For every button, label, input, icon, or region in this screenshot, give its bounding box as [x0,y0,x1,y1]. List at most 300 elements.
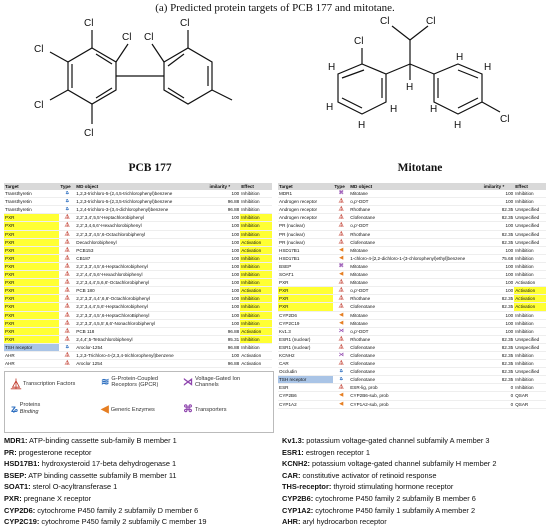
cell-effect: Inhibition [240,311,272,319]
cell-md-object: o,p'-DDT [349,198,482,206]
cell-md-object: 1,2,3-Trichloro-4-(2,3,4-trichlorophenyl)benzene [75,351,208,359]
cell-effect: Inhibition [240,254,272,262]
cell-effect: Activation [240,360,272,368]
table-row [4,351,272,359]
transporter-icon: ⌘ [333,190,349,198]
cell-md-object: 2,2',3,3',4,4',6,6'-Octachlorobiphenyl [75,295,208,303]
atom-h: H [358,120,366,131]
cell-similarity: 100 [483,190,515,198]
cell-effect: Unspecified [514,206,546,214]
cell-effect: Inhibition [514,190,546,198]
cell-similarity: 100 [208,303,240,311]
cell-md-object: 1-chloro-4-[2,2-dichloro-1-(3-chlorophenyl)ethyl]benzene [349,254,482,262]
cell-target: PXR [4,238,59,246]
cell-effect: Inhibition [514,246,546,254]
cell-effect: Inhibition [514,311,546,319]
cell-similarity: 100 [208,246,240,254]
cell-md-object: 1,2,4-trichloro-3-(3,4-dichlorophenyl)benzene [75,206,208,214]
transcription-factor-icon: ⏅ [333,238,349,246]
cell-effect: Inhibition [240,303,272,311]
transcription-factor-icon: ⏅ [333,335,349,343]
cell-md-object: Rhothane [349,335,482,343]
cell-effect: Inhibition [514,319,546,327]
cell-effect: Activation [240,351,272,359]
cell-similarity: 82.35 [483,360,515,368]
cell-md-object: Clofenotane [349,343,482,351]
atom-h: H [406,82,414,93]
transcription-factor-icon: ⏅ [59,238,75,246]
table-row [278,343,546,351]
cell-target: CYP2B6 [278,392,333,400]
cell-target: PXR [4,271,59,279]
cell-md-object: o,p'-DDT [349,287,482,295]
cell-target: PXR [4,319,59,327]
cell-target: CAR [278,360,333,368]
cell-md-object: 2,2',3,3',4,5',6-Heptachlorobiphenyl [75,262,208,270]
cell-target: TSH receptor [278,376,333,384]
abbreviation-item: PXR: pregnane X receptor [4,493,92,503]
cell-effect: Activation [514,303,546,311]
transcription-factor-icon: ⏅ [333,198,349,206]
transcription-factor-icon: ⏅ [59,319,75,327]
legend-proteins: ʑ Proteins Binding [11,402,41,415]
table-row [4,319,272,327]
cell-md-object: 1,2,3-trichloro-5-(2,3,5-trichlorophenyl)benzene [75,198,208,206]
cell-effect: Inhibition [514,271,546,279]
cell-similarity: 82.35 [483,295,515,303]
ion-channel-icon: ⋊ [333,351,349,359]
receptor-icon: ʑ [333,376,349,384]
enzyme-icon: ◀ [333,400,349,408]
cell-effect: Unspecified [514,343,546,351]
table-row [278,287,546,295]
protein-binding-icon: ʑ [59,198,75,206]
table-row [4,287,272,295]
cell-md-object: 2,2',3,4',5,5'-Heptachlorobiphenyl [75,214,208,222]
cell-similarity: 100 [208,287,240,295]
table-row [4,343,272,351]
abbreviation-item: CAR: constitutive activator of retinoid response [282,470,437,480]
cell-md-object: CYP1A2-sub, prob [349,400,482,408]
cell-effect: Inhibition [240,335,272,343]
cell-effect: Inhibition [514,351,546,359]
col-similarity: imilarity * [483,183,515,190]
cell-effect: Inhibition [514,384,546,392]
enzyme-icon: ◀ [333,392,349,400]
gpcr-icon: ≋ [101,376,110,388]
abbreviations-right [282,435,550,528]
table-row [278,400,546,408]
cell-md-object: Clofenotane [349,238,482,246]
transcription-factor-icon: ⏅ [59,327,75,335]
col-type: Type [333,183,349,190]
col-md-object: MD object [349,183,482,190]
cell-md-object: Clofenotane [349,214,482,222]
cell-md-object: Clofenotane [349,303,482,311]
transcription-factor-icon: ⏅ [333,295,349,303]
abbreviation-item: AHR: aryl hydrocarbon receptor [282,517,387,527]
table-row [4,246,272,254]
cell-similarity: 0 [483,392,515,400]
cell-target: PXR [4,327,59,335]
enzyme-icon: ◀ [333,246,349,254]
cell-similarity: 100 [208,238,240,246]
cell-similarity: 100 [483,311,515,319]
cell-similarity: 96.88 [208,343,240,351]
cell-target: Androgen receptor [278,206,333,214]
table-row [278,327,546,335]
protein-binding-icon: ʑ [333,368,349,376]
table-row [4,190,272,198]
atom-cl: Cl [122,32,132,43]
abbreviation-item: CYP2D6: cytochrome P450 family 2 subfamily D member 6 [4,505,199,515]
transcription-factor-icon: ⏅ [59,214,75,222]
table-row [278,214,546,222]
abbreviation-item: KCNH2: potassium voltage-gated channel subfamily H member 2 [282,459,497,469]
table-row [278,190,546,198]
cell-similarity: 82.35 [483,214,515,222]
legend-gpcr: ≋ G-Protein-Coupled Receptors (GPCR) [101,376,159,388]
cell-effect: Inhibition [240,279,272,287]
table-row [4,198,272,206]
cell-md-object: Mitotane [349,271,482,279]
cell-md-object: Clofenotane [349,368,482,376]
transcription-factor-icon: ⏅ [59,360,75,368]
transcription-factor-icon: ⏅ [59,254,75,262]
table-row [4,222,272,230]
cell-similarity: 96.88 [208,327,240,335]
cell-md-object: Mitotane [349,262,482,270]
cell-target: PXR [4,295,59,303]
cell-similarity: 100 [208,222,240,230]
cell-effect: Unspecified [514,238,546,246]
table-row [4,303,272,311]
cell-target: PXR [4,287,59,295]
abbreviation-item: MDR1: ATP-binding cassette sub-family B member 1 [4,436,177,445]
figure-title: (a) Predicted protein targets of PCB 177 and mitotane. [155,2,395,14]
table-row [4,214,272,222]
cell-md-object: Mitotane [349,190,482,198]
abbreviation-item: ESR1: estrogen receptor 1 [282,447,370,457]
transcription-factor-icon: ⏅ [333,279,349,287]
cell-md-object: Clofenotane [349,360,482,368]
cell-similarity: 82.35 [483,238,515,246]
atom-cl: Cl [180,18,190,29]
cell-similarity: 100 [208,279,240,287]
abbreviation-item: THS-receptor: thyroid stimulating hormone receptor [282,482,454,492]
cell-similarity: 100 [483,271,515,279]
table-row [4,271,272,279]
atom-cl: Cl [34,44,44,55]
cell-md-object: PCB 180 [75,287,208,295]
table-row [4,295,272,303]
cell-effect: Unspecified [514,230,546,238]
atom-h: H [328,62,336,73]
cell-similarity: 0 [483,384,515,392]
cell-md-object: Mitotane [349,311,482,319]
cell-target: PXR [4,303,59,311]
transcription-factor-icon: ⏅ [59,335,75,343]
transcription-factor-icon: ⏅ [59,262,75,270]
cell-target: AHR [4,360,59,368]
transporter-icon: ⌘ [333,262,349,270]
cell-target: Occludin [278,368,333,376]
transcription-factor-icon: ⏅ [11,380,21,391]
cell-similarity: 100 [483,198,515,206]
cell-md-object: Aroclor 1254 [75,360,208,368]
cell-similarity: 96.88 [208,198,240,206]
cell-effect: QSAR [514,400,546,408]
transcription-factor-icon: ⏅ [59,279,75,287]
col-similarity: imilarity * [208,183,240,190]
pcb177-structure [20,12,260,162]
atom-h: H [456,52,464,63]
table-row [278,238,546,246]
table-row [278,392,546,400]
cell-target: ESR1 (nuclear) [278,343,333,351]
table-row [278,311,546,319]
cell-effect: Activation [514,287,546,295]
cell-md-object: 2,2',3,4,4',5,6,6'-Octachlorobiphenyl [75,279,208,287]
ion-channel-icon: ⋊ [333,327,349,335]
pcb177-targets-table [4,183,272,368]
cell-similarity: 100 [208,262,240,270]
abbreviation-item: CYP2C19: cytochrome P450 family 2 subfamily C member 19 [4,517,207,527]
transcription-factor-icon: ⏅ [333,287,349,295]
transcription-factor-icon: ⏅ [333,214,349,222]
transcription-factor-icon: ⏅ [333,360,349,368]
cell-target: PXR [4,335,59,343]
mitotane-label: Mitotane [397,162,443,174]
protein-binding-icon: ʑ [59,190,75,198]
cell-effect: Inhibition [240,319,272,327]
table-row [4,206,272,214]
table-row [278,271,546,279]
cell-effect: Unspecified [514,368,546,376]
cell-similarity: 82.35 [483,230,515,238]
cell-similarity: 100 [208,351,240,359]
table-row [278,351,546,359]
cell-md-object: Mitotane [349,246,482,254]
transcription-factor-icon: ⏅ [59,287,75,295]
cell-target: Androgen receptor [278,198,333,206]
cell-target: PXR [4,230,59,238]
cell-target: Transthyretin [4,206,59,214]
atom-cl: Cl [34,100,44,111]
col-md-object: MD object [75,183,208,190]
table-row [4,327,272,335]
cell-effect: Activation [240,246,272,254]
atom-cl: Cl [144,32,154,43]
legend-vgic: ⋊ Voltage-Gated Ion Channels [183,376,241,388]
cell-effect: Inhibition [240,198,272,206]
table-row [278,230,546,238]
legend-tf: ⏅ Transcription Factors [11,376,75,391]
table-row [278,206,546,214]
atom-h: H [484,62,492,73]
atom-h: H [454,120,462,131]
cell-similarity: 100 [483,287,515,295]
table-row [278,222,546,230]
cell-similarity: 82.35 [483,368,515,376]
cell-target: PXR [278,303,333,311]
cell-similarity: 82.35 [483,303,515,311]
cell-md-object: 2,4,4',5-Tetrachlorobiphenyl [75,335,208,343]
cell-similarity: 82.35 [483,376,515,384]
cell-md-object: Clofenotane [349,351,482,359]
cell-md-object: Rhothane [349,206,482,214]
cell-effect: Inhibition [240,190,272,198]
abbreviation-item: HSD17B1: hydroxysteroid 17-beta dehydrogenase 1 [4,459,177,469]
cell-effect: Unspecified [514,214,546,222]
cell-md-object: ESR-lig, prob [349,384,482,392]
cell-similarity: 100 [208,214,240,222]
cell-effect: Inhibition [240,206,272,214]
cell-md-object: o,p'-DDT [349,327,482,335]
cell-md-object: Mitotane [349,319,482,327]
cell-target: MDR1 [278,190,333,198]
cell-effect: Inhibition [240,230,272,238]
cell-md-object: Rhothane [349,295,482,303]
atom-h: H [390,104,398,115]
abbreviation-item: Kv1.3: potassium voltage-gated channel subfamily A member 3 [282,436,490,445]
cell-effect: Inhibition [240,214,272,222]
atom-cl: Cl [84,128,94,139]
cell-similarity: 82.35 [483,206,515,214]
cell-similarity: 100 [483,262,515,270]
cell-effect: Activation [514,279,546,287]
cell-similarity: 100 [208,319,240,327]
table-row [4,311,272,319]
cell-md-object: CYP2B6-sub, prob [349,392,482,400]
cell-target: SOAT1 [278,271,333,279]
transcription-factor-icon: ⏅ [333,303,349,311]
cell-target: CYP2C19 [278,319,333,327]
col-effect: Effect [514,183,546,190]
abbreviation-item: BSEP: ATP binding cassette subfamily B member 11 [4,470,177,480]
cell-effect: Inhibition [514,327,546,335]
abbreviations-left [4,435,274,528]
cell-md-object: PCB 118 [75,327,208,335]
enzyme-icon: ◀ [101,404,109,415]
col-target: Target [4,183,59,190]
cell-effect: Inhibition [240,295,272,303]
transcription-factor-icon: ⏅ [333,384,349,392]
cell-target: PXR [4,279,59,287]
cell-md-object: Rhothane [349,230,482,238]
atom-cl: Cl [84,18,94,29]
cell-similarity: 100 [483,319,515,327]
table-row [278,360,546,368]
cell-effect: Inhibition [514,360,546,368]
enzyme-icon: ◀ [333,254,349,262]
mitotane-targets-table [278,183,546,409]
cell-effect: Inhibition [514,198,546,206]
cell-md-object: 1,2,3-trichloro-5-(2,4,5-trichlorophenyl)benzene [75,190,208,198]
cell-effect: QSAR [514,392,546,400]
atom-cl: Cl [354,36,364,47]
cell-effect: Unspecified [514,335,546,343]
table-row [278,254,546,262]
cell-similarity: 100 [483,327,515,335]
cell-similarity: 95.31 [208,335,240,343]
cell-target: HSD17B1 [278,254,333,262]
table-row [4,254,272,262]
cell-target: BSEP [278,262,333,270]
cell-md-object: 2,2',3,3',4,5',6-HeptaChloroBiphenyl [75,311,208,319]
cell-effect: Activation [240,238,272,246]
cell-md-object: PCB153 [75,246,208,254]
table-row [278,295,546,303]
col-target: Target [278,183,333,190]
cell-md-object: Mitotane [349,279,482,287]
legend-transporters: ⌘ Transporters [183,404,227,415]
cell-target: HSD17B1 [278,246,333,254]
atom-cl: Cl [380,16,390,27]
atom-cl: Cl [500,114,510,125]
protein-binding-icon: ʑ [59,206,75,214]
transcription-factor-icon: ⏅ [59,230,75,238]
transcription-factor-icon: ⏅ [59,246,75,254]
table-row [4,360,272,368]
cell-target: PXR [4,214,59,222]
transcription-factor-icon: ⏅ [59,351,75,359]
protein-binding-icon: ʑ [11,403,18,415]
cell-target: PXR [4,222,59,230]
atom-h: H [326,102,334,113]
cell-similarity: 82.35 [483,343,515,351]
cell-target: PXR [278,279,333,287]
enzyme-icon: ◀ [333,311,349,319]
table-row [4,230,272,238]
table-row [4,262,272,270]
cell-md-object: 2,2',3,4,4',5,6'-Heptachlorobiphenyl [75,303,208,311]
cell-effect: Activation [240,287,272,295]
cell-effect: Unspecified [514,222,546,230]
cell-target: PXR [278,295,333,303]
table-row [278,376,546,384]
table-row [4,335,272,343]
table-row [278,368,546,376]
cell-similarity: 100 [208,190,240,198]
cell-target: CYP1A2 [278,400,333,408]
transcription-factor-icon: ⏅ [333,230,349,238]
cell-effect: Inhibition [240,222,272,230]
table-row [278,198,546,206]
cell-effect: Inhibition [240,262,272,270]
pcb177-label: PCB 177 [128,162,172,174]
transcription-factor-icon: ⏅ [333,222,349,230]
cell-similarity: 100 [483,222,515,230]
table-row [278,335,546,343]
table-row [4,279,272,287]
cell-target: PXR [4,246,59,254]
transcription-factor-icon: ⏅ [333,206,349,214]
cell-target: PXR [4,262,59,270]
cell-target: PXR [4,254,59,262]
legend [4,371,274,433]
cell-similarity: 96.88 [208,206,240,214]
table-row [278,279,546,287]
cell-similarity: 100 [208,271,240,279]
cell-similarity: 96.88 [208,360,240,368]
cell-similarity: 100 [483,246,515,254]
cell-effect: Inhibition [240,271,272,279]
enzyme-icon: ◀ [333,271,349,279]
cell-md-object: 2,2',3,3',4,5',6-Octachlorobiphenyl [75,230,208,238]
abbreviation-item: SOAT1: sterol O-acyltransferase 1 [4,482,118,492]
cell-md-object: o,p'-DDT [349,222,482,230]
